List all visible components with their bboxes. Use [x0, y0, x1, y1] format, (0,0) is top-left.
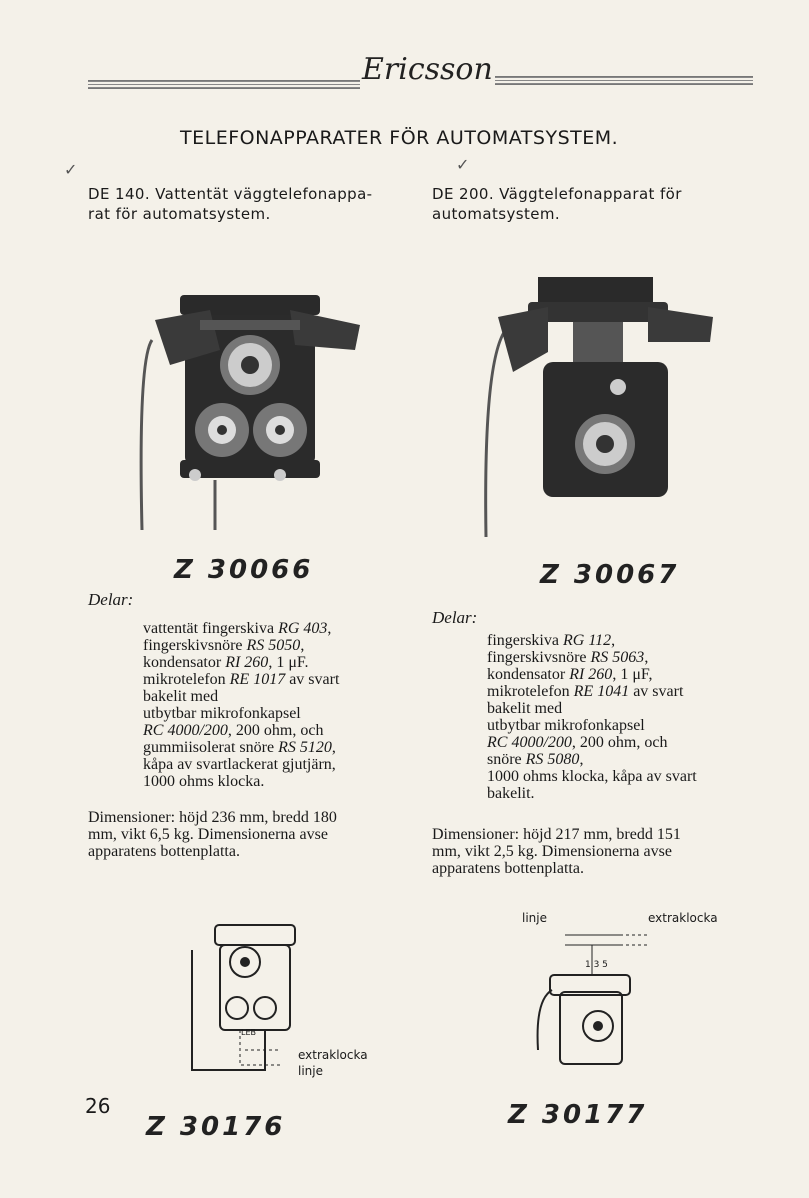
left-parts-list: [143, 620, 413, 790]
de200-phone-illustration: [478, 272, 718, 542]
list-item: RC 4000/200, 200 ohm, och: [143, 722, 324, 739]
list-item: utbytbar mikrofonkapsel: [143, 705, 301, 722]
right-heading-line1: DE 200. Väggtelefonapparat för: [432, 185, 682, 203]
list-item: fingerskiva RG 112,: [487, 632, 616, 649]
check-mark-right: ✓: [456, 155, 470, 174]
right-wiring-diagram: [530, 930, 670, 1070]
list-item: fingerskivsnöre RS 5063,: [487, 649, 649, 666]
list-item: bakelit med: [143, 688, 219, 705]
ericsson-logo: Ericsson: [362, 52, 493, 87]
check-mark-left: ✓: [64, 160, 78, 179]
list-item: vattentät fingerskiva RG 403,: [143, 620, 332, 637]
list-item: kåpa av svartlackerat gjutjärn,: [143, 756, 336, 773]
list-item: kondensator RI 260, 1 μF.: [143, 654, 309, 671]
right-delar-label: Delar:: [432, 608, 478, 627]
page-number: 26: [85, 1094, 111, 1118]
right-handwritten-code: Z 30067: [540, 560, 680, 590]
header-rule-right: [495, 76, 753, 85]
right-parts-list: [487, 632, 777, 802]
right-heading: [432, 184, 772, 224]
left-handwritten-code: Z 30066: [174, 555, 314, 585]
right-heading-line2: automatsystem.: [432, 205, 561, 223]
right-diagram-linje: linje: [522, 911, 547, 925]
left-delar-label: Delar:: [88, 590, 134, 609]
left-heading-line2: rat för automatsystem.: [88, 205, 271, 223]
right-dimensions: Dimensioner: höjd 217 mm, bredd 151 mm, vikt 2,5 kg. Dimensionerna avse apparatens bottenplatta.: [432, 826, 681, 877]
header-rule-left: [88, 80, 360, 89]
list-item: mikrotelefon RE 1041 av svart: [487, 683, 684, 700]
list-item: snöre RS 5080,: [487, 751, 584, 768]
list-item: fingerskivsnöre RS 5050,: [143, 637, 305, 654]
left-diagram-extraklocka: extraklocka: [298, 1048, 368, 1062]
page-title: TELEFONAPPARATER FÖR AUTOMATSYSTEM.: [180, 127, 619, 149]
list-item: gummiisolerat snöre RS 5120,: [143, 739, 336, 756]
right-diagram-numbers: 1 3 5: [585, 960, 608, 970]
left-diagram-leb: LEB: [241, 1028, 256, 1037]
list-item: bakelit.: [487, 785, 535, 802]
left-diagram-linje: linje: [298, 1064, 323, 1078]
left-dimensions: Dimensioner: höjd 236 mm, bredd 180 mm, vikt 6,5 kg. Dimensionerna avse apparatens bottenplatta.: [88, 809, 337, 860]
right-diagram-extraklocka: extraklocka: [648, 911, 718, 925]
list-item: kondensator RI 260, 1 μF,: [487, 666, 653, 683]
list-item: bakelit med: [487, 700, 563, 717]
right-bottom-handwritten-code: Z 30177: [508, 1100, 648, 1130]
left-heading: [88, 184, 418, 224]
list-item: RC 4000/200, 200 ohm, och: [487, 734, 668, 751]
left-bottom-handwritten-code: Z 30176: [146, 1112, 286, 1142]
list-item: 1000 ohms klocka, kåpa av svart: [487, 768, 697, 785]
list-item: 1000 ohms klocka.: [143, 773, 265, 790]
left-heading-line1: DE 140. Vattentät väggtelefonappa-: [88, 185, 373, 203]
list-item: utbytbar mikrofonkapsel: [487, 717, 645, 734]
list-item: mikrotelefon RE 1017 av svart: [143, 671, 340, 688]
de140-phone-illustration: [130, 280, 375, 540]
